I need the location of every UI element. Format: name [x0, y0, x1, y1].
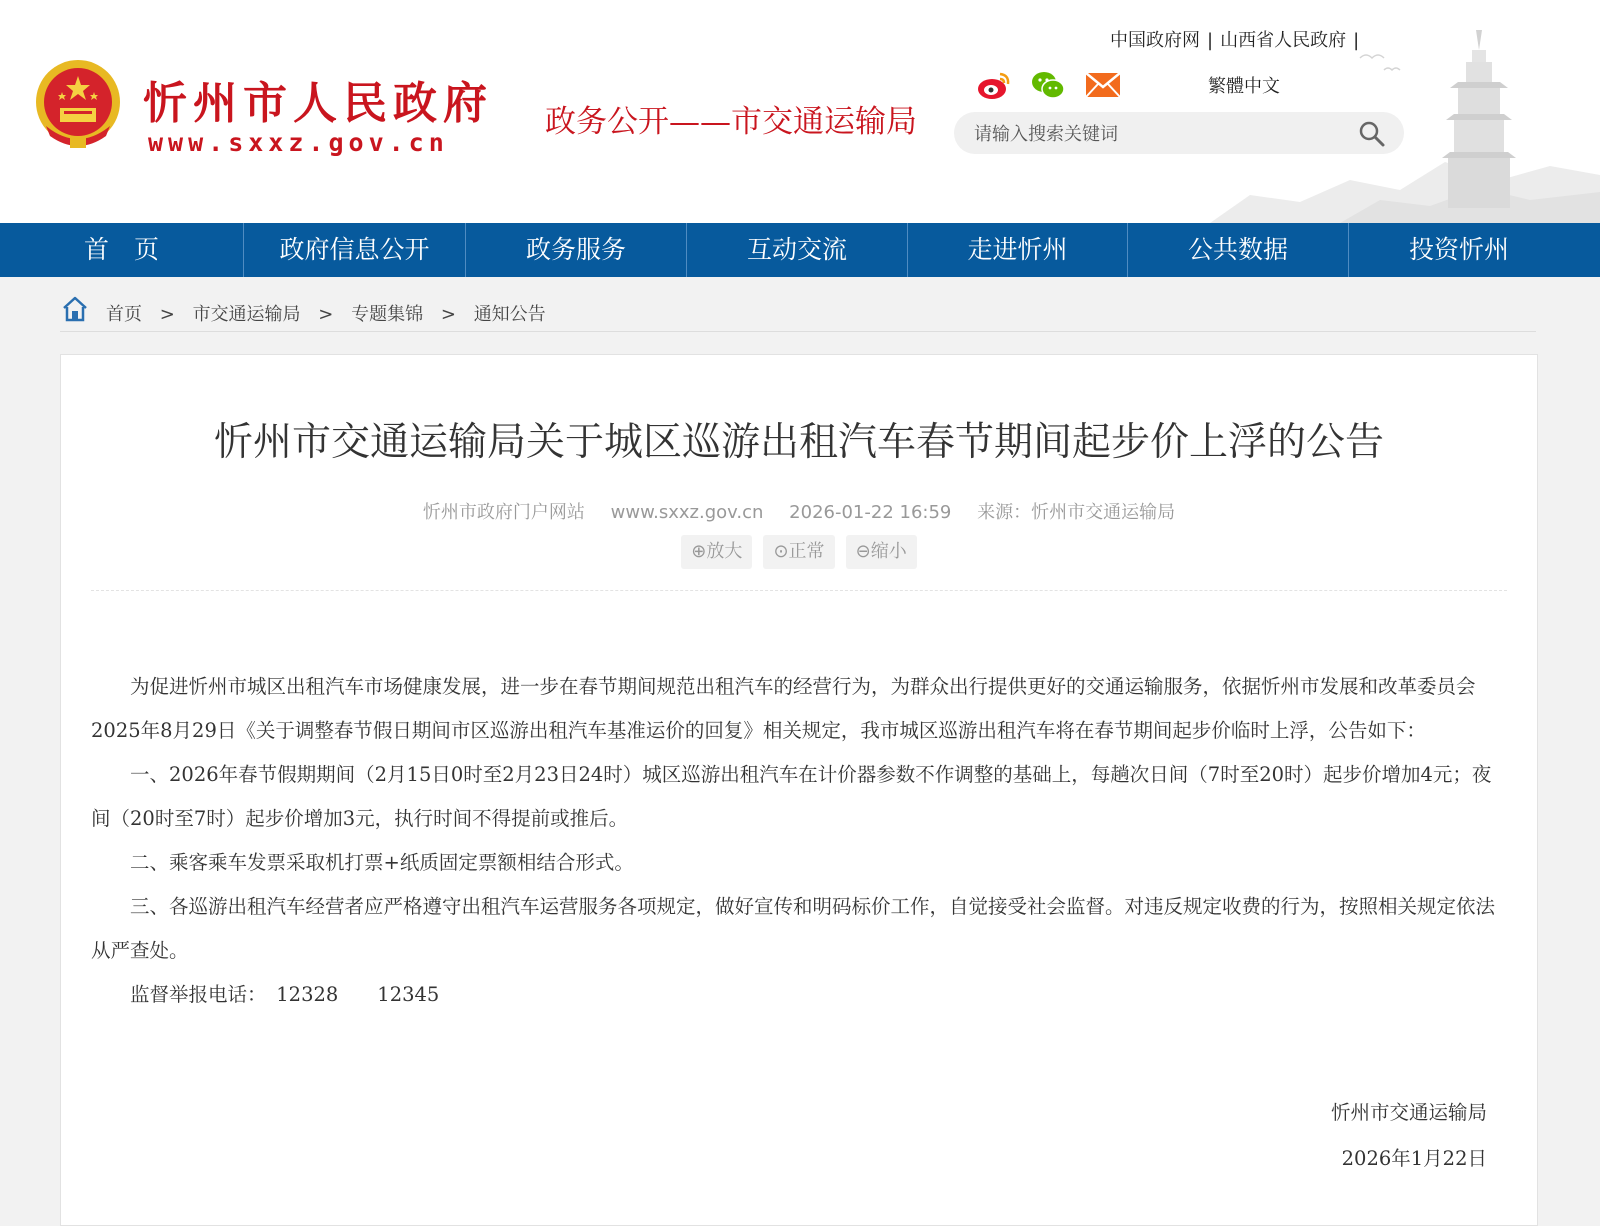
- weibo-icon[interactable]: [976, 68, 1012, 102]
- zoom-in-label: 放大: [706, 541, 743, 562]
- article-body: [91, 665, 1507, 1017]
- normal-size-label: 正常: [788, 541, 825, 562]
- article-paragraph: 三、各巡游出租汽车经营者应严格遵守出租汽车运营服务各项规定，做好宣传和明码标价工作，自觉接受社会监督。对违反规定收费的行为，按照相关规定依法从严查处。: [91, 895, 1496, 962]
- article-title: 忻州市交通运输局关于城区巡游出租汽车春节期间起步价上浮的公告: [213, 420, 1384, 465]
- national-emblem-icon: [32, 56, 124, 154]
- pagoda-decoration: [1210, 30, 1600, 223]
- reset-icon: ⊙: [773, 541, 789, 562]
- nav-about-xinzhou[interactable]: 走进忻州: [967, 235, 1068, 264]
- article-paragraph: 一、2026年春节假期期间（2月15日0时至2月23日24时）城区巡游出租汽车在计价器参数不作调整的基础上，每趟次日间（7时至20时）起步价增加4元；夜间（20时至7时）起步价增加3元，执行时间不得提前或推后。: [91, 763, 1492, 830]
- link-separator: |: [1353, 30, 1360, 51]
- article-paragraph: 为促进忻州市城区出租汽车市场健康发展，进一步在春节期间规范出租汽车的经营行为，为群众出行提供更好的交通运输服务，依据忻州市发展和改革委员会2025年8月29日《关于调整春节假日期间市区巡游出租汽车基准运价的回复》相关规定，我市城区巡游出租汽车将在春节期间起步价临时上浮，公告如下：: [91, 675, 1476, 742]
- home-icon: [62, 296, 88, 322]
- site-name: 忻州市人民政府: [143, 78, 493, 129]
- zoom-out-button[interactable]: [846, 535, 917, 569]
- traditional-chinese-link[interactable]: 繁體中文: [1208, 76, 1280, 97]
- main-nav: [0, 223, 1600, 277]
- breadcrumb-home[interactable]: 首页: [106, 304, 142, 325]
- signature-date: 2026年1月22日: [1341, 1147, 1487, 1170]
- site-url: www.sxxz.gov.cn: [148, 128, 449, 157]
- meta-source-label: 来源：: [977, 502, 1032, 523]
- normal-size-button[interactable]: [763, 535, 834, 569]
- zoom-in-icon: ⊕: [691, 541, 707, 562]
- article-meta: [61, 498, 1537, 524]
- meta-datetime: 2026-01-22 16:59: [789, 502, 952, 523]
- breadcrumb-separator: >: [440, 304, 456, 325]
- article-divider: [91, 590, 1507, 591]
- zoom-out-label: 缩小: [870, 541, 907, 562]
- meta-url: www.sxxz.gov.cn: [610, 502, 764, 523]
- breadcrumb-separator: >: [159, 304, 175, 325]
- nav-invest[interactable]: 投资忻州: [1408, 235, 1509, 264]
- nav-home[interactable]: 首 页: [83, 235, 159, 264]
- signature: 忻州市交通运输局: [1330, 1101, 1487, 1124]
- article-panel: [60, 354, 1538, 1226]
- report-hotline: 监督举报电话： 12328 12345: [130, 983, 440, 1006]
- link-separator: |: [1207, 30, 1214, 51]
- department-title: 政务公开——市交通运输局: [545, 104, 917, 140]
- nav-gov-services[interactable]: 政务服务: [525, 235, 626, 264]
- article-paragraph: 二、乘客乘车发票采取机打票+纸质固定票额相结合形式。: [130, 851, 634, 874]
- breadcrumb-notices[interactable]: 通知公告: [473, 304, 546, 325]
- meta-source: 忻州市交通运输局: [1031, 502, 1176, 523]
- zoom-in-button[interactable]: [681, 535, 752, 569]
- breadcrumb-divider: [60, 331, 1536, 332]
- zoom-out-icon: ⊖: [855, 541, 871, 562]
- link-china-gov[interactable]: 中国政府网: [1110, 30, 1200, 51]
- breadcrumb-separator: >: [318, 304, 334, 325]
- mail-icon[interactable]: [1084, 68, 1122, 102]
- wechat-icon[interactable]: [1030, 68, 1066, 102]
- site-header: [0, 0, 1600, 223]
- link-shanxi-gov[interactable]: 山西省人民政府: [1220, 30, 1347, 51]
- breadcrumb-special-topics[interactable]: 专题集锦: [351, 304, 424, 325]
- nav-public-data[interactable]: 公共数据: [1187, 235, 1288, 264]
- nav-gov-info[interactable]: 政府信息公开: [279, 235, 430, 264]
- nav-interaction[interactable]: 互动交流: [746, 235, 847, 264]
- meta-site: 忻州市政府门户网站: [422, 502, 585, 523]
- breadcrumb-transport-bureau[interactable]: 市交通运输局: [192, 304, 301, 325]
- font-size-controls: [61, 535, 1537, 569]
